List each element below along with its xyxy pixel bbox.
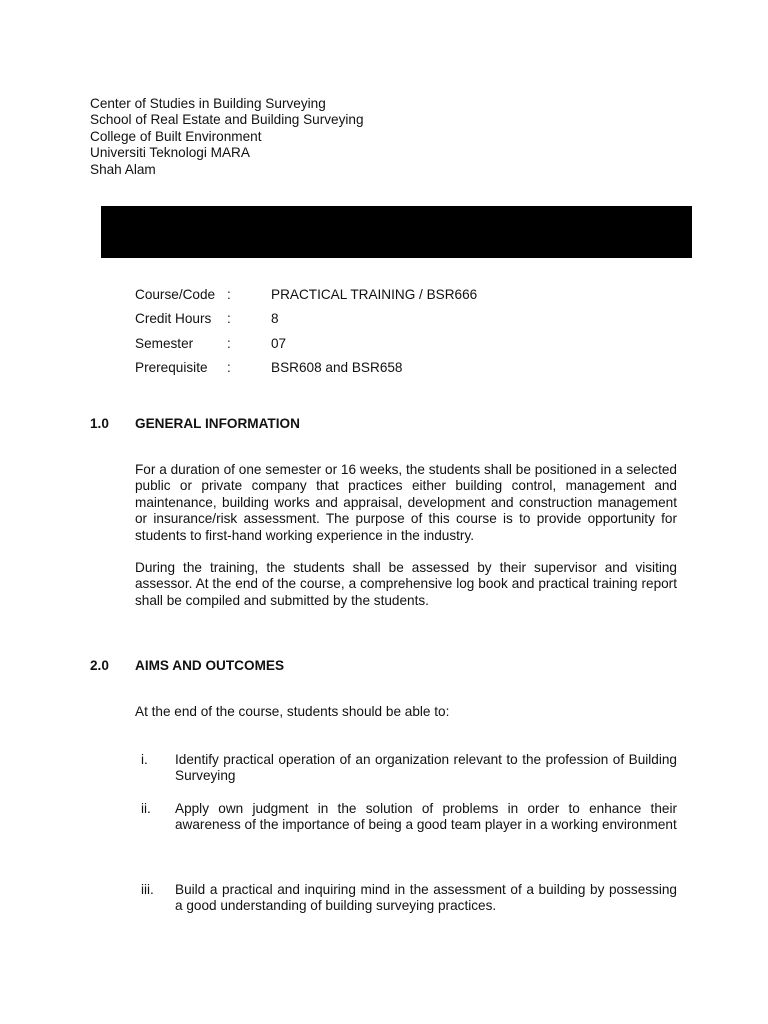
aims-intro: At the end of the course, students should be able to: xyxy=(135,704,450,719)
course-info-label: Prerequisite xyxy=(135,360,208,376)
course-info-colon: : xyxy=(227,360,231,376)
list-item-number: iii. xyxy=(141,882,154,897)
course-info-colon: : xyxy=(227,335,231,351)
header-line-university: Universiti Teknologi MARA xyxy=(90,145,250,161)
section-number: 1.0 xyxy=(90,416,109,431)
course-info-value: 8 xyxy=(271,311,279,327)
section-number: 2.0 xyxy=(90,658,109,673)
course-info-value: BSR608 and BSR658 xyxy=(271,360,403,376)
section-heading-aims-outcomes: AIMS AND OUTCOMES xyxy=(135,658,285,673)
course-info-label: Semester xyxy=(135,335,194,351)
header-line-college: College of Built Environment xyxy=(90,128,262,144)
list-item-number: ii. xyxy=(141,801,151,816)
course-info-label: Credit Hours xyxy=(135,311,212,327)
paragraph-general-info-2: During the training, the students shall be assessed by their supervisor and visiting assessor. At the end of the course, a comprehensive log book and practical training report shall be compiled and submitted by the students. xyxy=(135,560,677,608)
course-info-colon: : xyxy=(227,311,231,327)
institution-header xyxy=(90,96,364,178)
title-banner xyxy=(101,206,692,258)
header-line-school: School of Real Estate and Building Surveying xyxy=(90,112,364,128)
course-info-value: PRACTICAL TRAINING / BSR666 xyxy=(271,287,478,302)
course-info-label: Course/Code xyxy=(135,287,216,302)
list-item-text: Build a practical and inquiring mind in the assessment of a building by possessing a good understanding of building surveying practices. xyxy=(175,882,677,914)
course-info-value: 07 xyxy=(271,335,287,351)
header-line-center: Center of Studies in Building Surveying xyxy=(90,96,326,111)
section-heading-general-information: GENERAL INFORMATION xyxy=(135,416,300,431)
list-item-text: Identify practical operation of an organization relevant to the profession of Building Surveying xyxy=(175,752,677,784)
paragraph-general-info-1: For a duration of one semester or 16 weeks, the students shall be positioned in a selected public or private company that practices either building control, management and maintenance, building works and appraisal, development and construction management or insurance/risk assessment. The purpose of this course is to provide opportunity for students to first-hand working experience in the industry. xyxy=(135,462,677,543)
course-info-colon: : xyxy=(227,287,231,302)
list-item-text: Apply own judgment in the solution of problems in order to enhance their awareness of the importance of being a good team player in a working environment xyxy=(175,801,677,833)
header-line-location: Shah Alam xyxy=(90,161,156,177)
list-item-number: i. xyxy=(141,752,148,767)
